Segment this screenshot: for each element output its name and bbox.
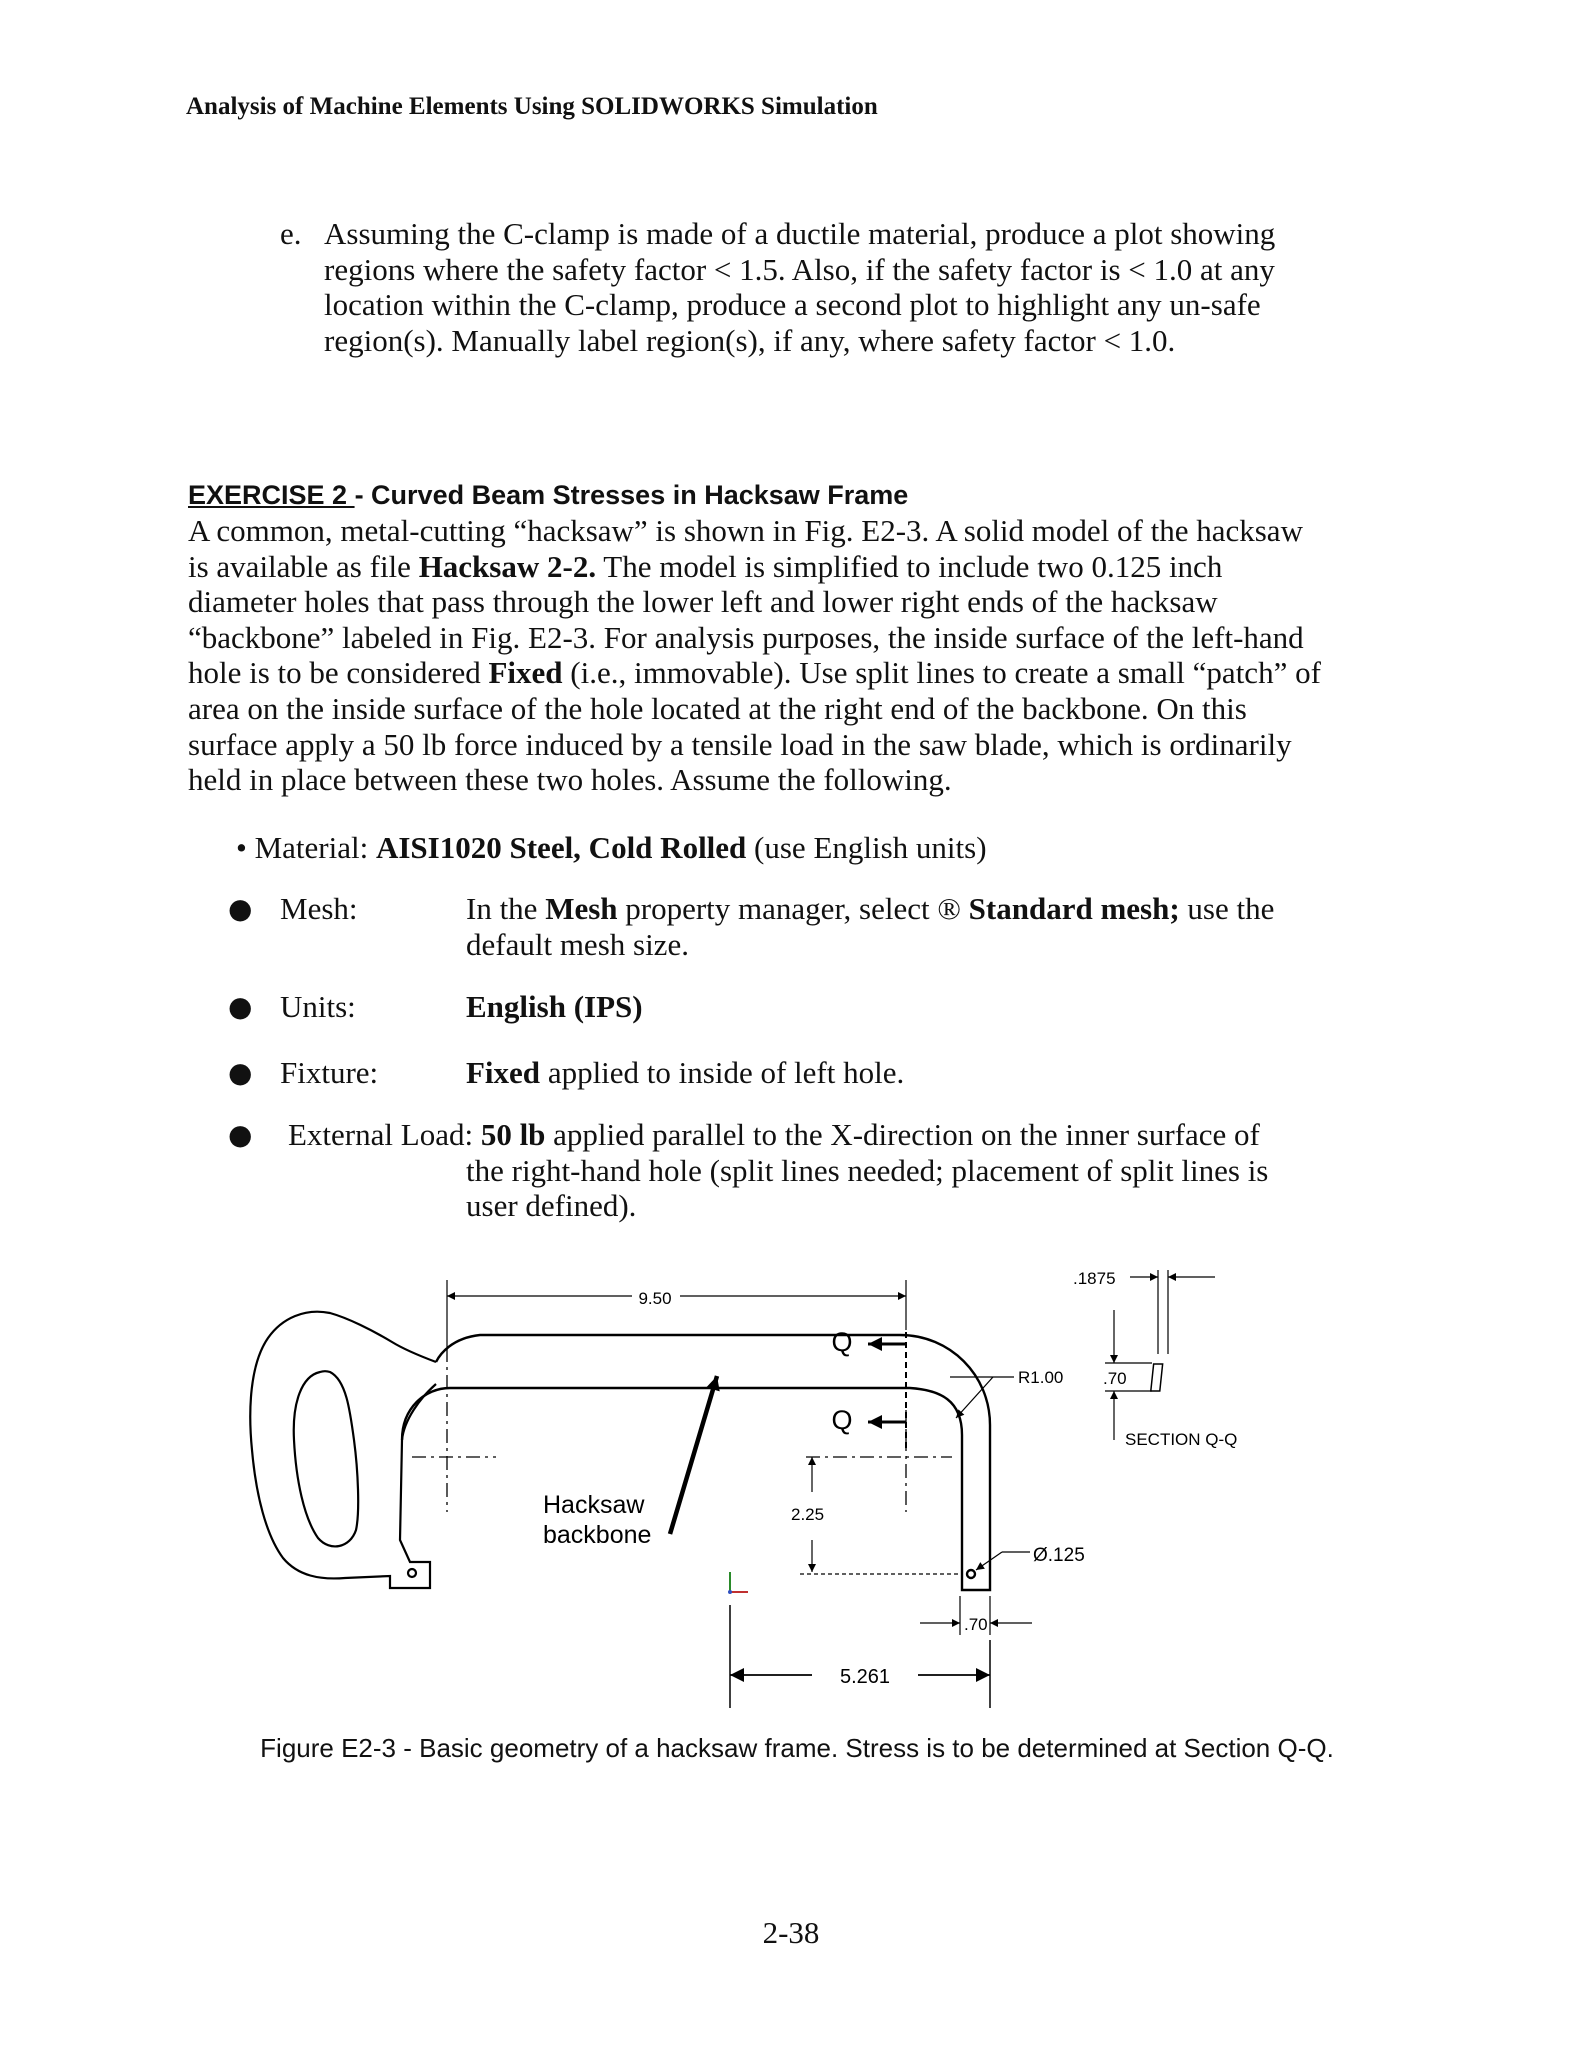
dimension-hole-label: Ø.125 [1033,1545,1085,1566]
spec-units [0,989,1582,1025]
section-letter-top: Q [831,1327,853,1357]
figure-caption: Figure E2-3 - Basic geometry of a hacksaw frame. Stress is to be determined at Section Q-Q. [260,1733,1334,1763]
spec-bold: 50 lb [480,1117,546,1152]
exercise-number: EXERCISE 2 [188,480,355,510]
coordinate-triad-icon [728,1572,748,1594]
paragraph-text: The model is simplified to include two 0.125 inch diameter holes that pass through the lower left and lower right ends of the hacksaw “backbone” labeled in Fig. E2-3. For analysis purposes, the inside surface of the left-hand hole is to be considered [188,548,1304,691]
spec-text: property manager, select ® [617,891,969,926]
bullet: ● [228,990,253,1023]
section-letter-bottom: Q [831,1405,853,1435]
file-name: Hacksaw 2-2. [418,548,597,584]
exercise-heading [188,480,908,511]
spec-label: Units: [280,989,356,1024]
dimension-1875-label: .1875 [1073,1269,1116,1288]
paragraph-text: A common, metal-cutting “hacksaw” is shown in Fig. E2-3. A solid model of the hacksaw is available as file [188,513,1303,584]
spec-fixture [0,1055,1582,1091]
spec-value [466,891,1316,962]
dimension-hole [976,1545,1085,1570]
dimension-070-section-label: .70 [1103,1369,1127,1388]
spec-label: Mesh: [280,891,358,926]
material-value: AISI1020 Steel, Cold Rolled [375,830,747,865]
dimension-950-label: 9.50 [638,1289,672,1308]
spec-bold: Fixed [466,1055,541,1090]
bullet: ● [228,1056,253,1089]
spec-external-load [0,1117,1582,1225]
spec-text: applied parallel to the X-direction on the inner surface of [545,1117,1260,1152]
dimension-r100 [950,1368,1063,1418]
spec-label: Fixture: [280,1055,379,1090]
spec-value: the right-hand hole (split lines needed; placement of split lines is user defined). [466,1152,1269,1223]
backbone-label-line2: backbone [543,1521,652,1549]
exercise-title: - Curved Beam Stresses in Hacksaw Frame [354,480,909,510]
bullet: ● [228,1118,253,1151]
spec-text: use the default mesh size. [466,891,1275,962]
spec-mesh [0,891,1582,963]
running-header: Analysis of Machine Elements Using SOLIDWORKS Simulation [186,93,878,120]
list-item-e [280,216,1330,358]
fixed-term: Fixed [488,655,563,691]
section-label: SECTION Q-Q [1125,1430,1238,1449]
backbone-callout [543,1376,717,1549]
dimension-225 [791,1457,962,1574]
spec-label-line [288,1117,1308,1153]
page-number: 2-38 [762,1915,820,1950]
spec-label: External Load: [288,1117,481,1152]
bullet: ● [228,892,253,925]
dimension-r100-label: R1.00 [1018,1368,1064,1387]
saw-backbone [402,1335,990,1590]
list-item-text: Assuming the C-clamp is made of a ductile material, produce a plot showing regions where the safety factor < 1.5. Also, if the safety factor is < 1.0 at any location within the C-clamp, produce a second plot to highlight any un-safe region(s). Manually label region(s), if any, where safety factor < 1.0. [324,216,1276,358]
spec-text: applied to inside of left hole. [540,1055,905,1090]
dimension-5261 [730,1605,990,1708]
material-note: (use English units) [746,830,987,865]
dimension-225-label: 2.25 [791,1505,825,1524]
dimension-070-bottom-label: .70 [964,1615,988,1634]
spec-value: English (IPS) [466,989,643,1024]
spec-value [466,1055,1316,1091]
backbone-label-line1: Hacksaw [543,1491,645,1519]
material-line [236,830,987,866]
material-label: • Material: [236,830,376,865]
dimension-5261-label: 5.261 [839,1666,891,1688]
exercise-paragraph [188,513,1328,798]
paragraph-text: (i.e., immovable). Use split lines to create a small “patch” of area on the inside surface of the hole located at the right end of the backbone. On this surface apply a 50 lb force induced by a tensile load in the saw blade, which is ordinarily held in place between these two holes. Assume the following. [188,655,1321,798]
saw-handle [250,1312,436,1588]
list-marker: e. [280,216,302,251]
hacksaw-figure [220,1250,1330,1725]
spec-text: In the [466,891,546,926]
spec-bold: Mesh [545,891,618,926]
section-qq-detail [1073,1269,1237,1449]
hacksaw-drawing [220,1250,1330,1720]
dimension-070-bottom [920,1596,1032,1635]
spec-bold: Standard mesh; [968,891,1180,926]
